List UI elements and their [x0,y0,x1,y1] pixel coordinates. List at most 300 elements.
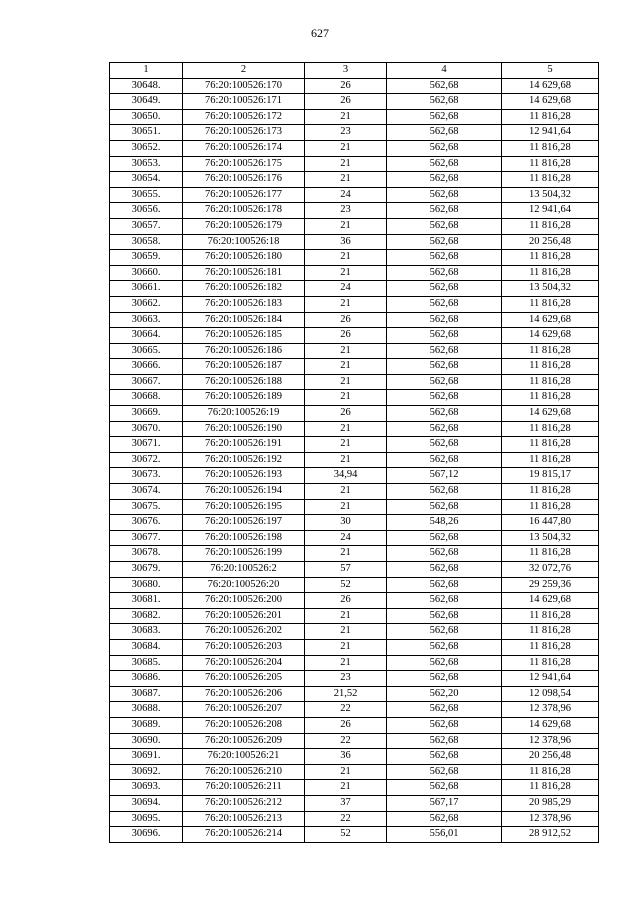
specific-value-cell: 562,68 [387,172,502,188]
cadastral-value-cell: 12 098,54 [502,686,599,702]
cadastral-number-cell: 76:20:100526:212 [183,795,305,811]
specific-value-cell: 562,20 [387,686,502,702]
row-index-cell: 30677. [110,530,183,546]
cadastral-value-cell: 11 816,28 [502,655,599,671]
area-cell: 21 [305,343,387,359]
row-index-cell: 30659. [110,250,183,266]
cadastral-number-cell: 76:20:100526:207 [183,702,305,718]
specific-value-cell: 562,68 [387,296,502,312]
area-cell: 21 [305,140,387,156]
cadastral-value-cell: 12 941,64 [502,125,599,141]
row-index-cell: 30687. [110,686,183,702]
cadastral-number-cell: 76:20:100526:200 [183,593,305,609]
area-cell: 21 [305,639,387,655]
area-cell: 52 [305,827,387,843]
area-cell: 21 [305,156,387,172]
table-row [110,406,599,422]
table-row [110,437,599,453]
row-index-cell: 30653. [110,156,183,172]
table-row [110,281,599,297]
area-cell: 24 [305,530,387,546]
area-cell: 30 [305,515,387,531]
specific-value-cell: 562,68 [387,406,502,422]
specific-value-cell: 562,68 [387,109,502,125]
area-cell: 22 [305,811,387,827]
table-row [110,312,599,328]
area-cell: 22 [305,733,387,749]
area-cell: 21,52 [305,686,387,702]
cadastral-value-cell: 19 815,17 [502,468,599,484]
cadastral-value-cell: 12 941,64 [502,671,599,687]
cadastral-value-cell: 11 816,28 [502,359,599,375]
header-row [110,63,599,79]
row-index-cell: 30690. [110,733,183,749]
specific-value-cell: 562,68 [387,593,502,609]
area-cell: 21 [305,390,387,406]
table-row [110,421,599,437]
row-index-cell: 30650. [110,109,183,125]
specific-value-cell: 562,68 [387,452,502,468]
cadastral-value-cell: 11 816,28 [502,343,599,359]
cadastral-number-cell: 76:20:100526:211 [183,780,305,796]
cadastral-value-cell: 20 256,48 [502,234,599,250]
area-cell: 21 [305,452,387,468]
table-row [110,359,599,375]
cadastral-number-cell: 76:20:100526:199 [183,546,305,562]
cadastral-number-cell: 76:20:100526:209 [183,733,305,749]
area-cell: 37 [305,795,387,811]
table-row [110,265,599,281]
row-index-cell: 30666. [110,359,183,375]
area-cell: 24 [305,187,387,203]
specific-value-cell: 562,68 [387,749,502,765]
row-index-cell: 30685. [110,655,183,671]
column-number-header-5: 5 [502,63,599,79]
table-row [110,125,599,141]
column-number-header-4: 4 [387,63,502,79]
cadastral-number-cell: 76:20:100526:190 [183,421,305,437]
area-cell: 21 [305,218,387,234]
cadastral-number-cell: 76:20:100526:20 [183,577,305,593]
area-cell: 26 [305,328,387,344]
cadastral-number-cell: 76:20:100526:176 [183,172,305,188]
table-row [110,702,599,718]
cadastral-number-cell: 76:20:100526:175 [183,156,305,172]
row-index-cell: 30684. [110,639,183,655]
cadastral-value-cell: 11 816,28 [502,437,599,453]
cadastral-value-cell: 11 816,28 [502,624,599,640]
table-row [110,250,599,266]
cadastral-value-cell: 28 912,52 [502,827,599,843]
table-row [110,515,599,531]
row-index-cell: 30694. [110,795,183,811]
table-row [110,390,599,406]
table-row [110,328,599,344]
table-row [110,452,599,468]
area-cell: 21 [305,546,387,562]
table-row [110,811,599,827]
row-index-cell: 30648. [110,78,183,94]
cadastral-value-cell: 12 378,96 [502,733,599,749]
cadastral-number-cell: 76:20:100526:179 [183,218,305,234]
table-row [110,296,599,312]
table-row [110,577,599,593]
specific-value-cell: 562,68 [387,359,502,375]
cadastral-number-cell: 76:20:100526:191 [183,437,305,453]
cadastral-value-cell: 14 629,68 [502,593,599,609]
specific-value-cell: 562,68 [387,562,502,578]
cadastral-number-cell: 76:20:100526:198 [183,530,305,546]
row-index-cell: 30692. [110,764,183,780]
specific-value-cell: 562,68 [387,577,502,593]
area-cell: 21 [305,437,387,453]
row-index-cell: 30676. [110,515,183,531]
specific-value-cell: 562,68 [387,421,502,437]
row-index-cell: 30663. [110,312,183,328]
row-index-cell: 30673. [110,468,183,484]
row-index-cell: 30652. [110,140,183,156]
cadastral-number-cell: 76:20:100526:194 [183,484,305,500]
row-index-cell: 30658. [110,234,183,250]
area-cell: 26 [305,717,387,733]
area-cell: 21 [305,109,387,125]
specific-value-cell: 562,68 [387,78,502,94]
table-row [110,686,599,702]
row-index-cell: 30696. [110,827,183,843]
cadastral-value-cell: 13 504,32 [502,530,599,546]
specific-value-cell: 562,68 [387,546,502,562]
specific-value-cell: 562,68 [387,484,502,500]
table-row [110,343,599,359]
table-body [110,78,599,842]
table-row [110,109,599,125]
cadastral-value-cell: 11 816,28 [502,608,599,624]
cadastral-number-cell: 76:20:100526:206 [183,686,305,702]
cadastral-number-cell: 76:20:100526:210 [183,764,305,780]
column-number-header-3: 3 [305,63,387,79]
table-row [110,717,599,733]
row-index-cell: 30667. [110,374,183,390]
row-index-cell: 30664. [110,328,183,344]
cadastral-number-cell: 76:20:100526:174 [183,140,305,156]
cadastral-number-cell: 76:20:100526:195 [183,499,305,515]
row-index-cell: 30693. [110,780,183,796]
specific-value-cell: 562,68 [387,639,502,655]
cadastral-value-cell: 11 816,28 [502,546,599,562]
cadastral-number-cell: 76:20:100526:204 [183,655,305,671]
cadastral-number-cell: 76:20:100526:208 [183,717,305,733]
specific-value-cell: 562,68 [387,234,502,250]
specific-value-cell: 562,68 [387,780,502,796]
area-cell: 26 [305,78,387,94]
row-index-cell: 30683. [110,624,183,640]
row-index-cell: 30655. [110,187,183,203]
column-number-header-2: 2 [183,63,305,79]
cadastral-number-cell: 76:20:100526:21 [183,749,305,765]
specific-value-cell: 562,68 [387,156,502,172]
cadastral-number-cell: 76:20:100526:183 [183,296,305,312]
row-index-cell: 30651. [110,125,183,141]
cadastral-value-cell: 13 504,32 [502,187,599,203]
row-index-cell: 30665. [110,343,183,359]
cadastral-number-cell: 76:20:100526:187 [183,359,305,375]
specific-value-cell: 562,68 [387,702,502,718]
specific-value-cell: 567,17 [387,795,502,811]
row-index-cell: 30681. [110,593,183,609]
area-cell: 21 [305,764,387,780]
row-index-cell: 30688. [110,702,183,718]
cadastral-number-cell: 76:20:100526:197 [183,515,305,531]
cadastral-value-cell: 11 816,28 [502,452,599,468]
row-index-cell: 30686. [110,671,183,687]
area-cell: 23 [305,125,387,141]
area-cell: 21 [305,484,387,500]
cadastral-number-cell: 76:20:100526:18 [183,234,305,250]
cadastral-number-cell: 76:20:100526:188 [183,374,305,390]
area-cell: 22 [305,702,387,718]
cadastral-value-cell: 29 259,36 [502,577,599,593]
cadastral-value-cell: 11 816,28 [502,374,599,390]
cadastral-number-cell: 76:20:100526:171 [183,94,305,110]
cadastral-value-cell: 12 378,96 [502,702,599,718]
specific-value-cell: 562,68 [387,717,502,733]
table-row [110,234,599,250]
specific-value-cell: 562,68 [387,312,502,328]
specific-value-cell: 562,68 [387,499,502,515]
area-cell: 26 [305,94,387,110]
area-cell: 23 [305,203,387,219]
area-cell: 21 [305,172,387,188]
specific-value-cell: 562,68 [387,94,502,110]
table-row [110,156,599,172]
area-cell: 36 [305,234,387,250]
cadastral-value-cell: 11 816,28 [502,218,599,234]
cadastral-value-cell: 13 504,32 [502,281,599,297]
row-index-cell: 30668. [110,390,183,406]
row-index-cell: 30680. [110,577,183,593]
cadastral-value-cell: 11 816,28 [502,639,599,655]
cadastral-number-cell: 76:20:100526:172 [183,109,305,125]
cadastral-number-cell: 76:20:100526:201 [183,608,305,624]
cadastral-value-table [109,62,599,843]
cadastral-value-cell: 12 941,64 [502,203,599,219]
cadastral-value-cell: 11 816,28 [502,421,599,437]
specific-value-cell: 562,68 [387,764,502,780]
area-cell: 34,94 [305,468,387,484]
area-cell: 52 [305,577,387,593]
cadastral-number-cell: 76:20:100526:184 [183,312,305,328]
cadastral-value-cell: 20 256,48 [502,749,599,765]
area-cell: 21 [305,359,387,375]
table-row [110,484,599,500]
table-row [110,827,599,843]
cadastral-value-cell: 11 816,28 [502,250,599,266]
row-index-cell: 30675. [110,499,183,515]
row-index-cell: 30670. [110,421,183,437]
table-row [110,749,599,765]
cadastral-value-cell: 14 629,68 [502,328,599,344]
table-row [110,530,599,546]
table-row [110,187,599,203]
cadastral-value-cell: 16 447,80 [502,515,599,531]
cadastral-number-cell: 76:20:100526:19 [183,406,305,422]
area-cell: 21 [305,265,387,281]
table-row [110,764,599,780]
cadastral-value-cell: 11 816,28 [502,390,599,406]
cadastral-number-cell: 76:20:100526:178 [183,203,305,219]
cadastral-number-cell: 76:20:100526:214 [183,827,305,843]
specific-value-cell: 562,68 [387,250,502,266]
area-cell: 21 [305,250,387,266]
specific-value-cell: 562,68 [387,187,502,203]
row-index-cell: 30682. [110,608,183,624]
row-index-cell: 30660. [110,265,183,281]
cadastral-value-cell: 20 985,29 [502,795,599,811]
cadastral-value-cell: 11 816,28 [502,172,599,188]
cadastral-value-cell: 11 816,28 [502,109,599,125]
row-index-cell: 30674. [110,484,183,500]
cadastral-number-cell: 76:20:100526:213 [183,811,305,827]
cadastral-value-cell: 11 816,28 [502,780,599,796]
area-cell: 21 [305,374,387,390]
specific-value-cell: 562,68 [387,328,502,344]
cadastral-number-cell: 76:20:100526:180 [183,250,305,266]
row-index-cell: 30671. [110,437,183,453]
specific-value-cell: 562,68 [387,530,502,546]
cadastral-number-cell: 76:20:100526:193 [183,468,305,484]
cadastral-value-cell: 12 378,96 [502,811,599,827]
table-row [110,608,599,624]
cadastral-number-cell: 76:20:100526:189 [183,390,305,406]
cadastral-number-cell: 76:20:100526:192 [183,452,305,468]
table-row [110,546,599,562]
specific-value-cell: 562,68 [387,390,502,406]
cadastral-number-cell: 76:20:100526:177 [183,187,305,203]
area-cell: 24 [305,281,387,297]
cadastral-value-cell: 14 629,68 [502,312,599,328]
cadastral-value-cell: 11 816,28 [502,764,599,780]
area-cell: 36 [305,749,387,765]
cadastral-number-cell: 76:20:100526:181 [183,265,305,281]
area-cell: 26 [305,406,387,422]
specific-value-cell: 562,68 [387,125,502,141]
row-index-cell: 30679. [110,562,183,578]
table-row [110,140,599,156]
specific-value-cell: 562,68 [387,343,502,359]
specific-value-cell: 562,68 [387,203,502,219]
row-index-cell: 30695. [110,811,183,827]
area-cell: 21 [305,608,387,624]
specific-value-cell: 562,68 [387,140,502,156]
column-number-header-1: 1 [110,63,183,79]
table-row [110,374,599,390]
table-row [110,655,599,671]
area-cell: 21 [305,296,387,312]
table-row [110,780,599,796]
specific-value-cell: 567,12 [387,468,502,484]
specific-value-cell: 556,01 [387,827,502,843]
area-cell: 21 [305,655,387,671]
specific-value-cell: 562,68 [387,437,502,453]
specific-value-cell: 562,68 [387,733,502,749]
row-index-cell: 30661. [110,281,183,297]
cadastral-number-cell: 76:20:100526:203 [183,639,305,655]
specific-value-cell: 562,68 [387,624,502,640]
cadastral-number-cell: 76:20:100526:173 [183,125,305,141]
cadastral-value-cell: 14 629,68 [502,78,599,94]
specific-value-cell: 562,68 [387,374,502,390]
row-index-cell: 30654. [110,172,183,188]
table-row [110,562,599,578]
cadastral-number-cell: 76:20:100526:186 [183,343,305,359]
cadastral-number-cell: 76:20:100526:185 [183,328,305,344]
cadastral-value-cell: 14 629,68 [502,406,599,422]
table-row [110,499,599,515]
cadastral-value-cell: 11 816,28 [502,156,599,172]
page-number: 627 [311,26,329,40]
table-row [110,795,599,811]
row-index-cell: 30678. [110,546,183,562]
area-cell: 21 [305,624,387,640]
row-index-cell: 30691. [110,749,183,765]
cadastral-value-cell: 11 816,28 [502,265,599,281]
row-index-cell: 30672. [110,452,183,468]
cadastral-value-cell: 14 629,68 [502,94,599,110]
area-cell: 21 [305,421,387,437]
specific-value-cell: 562,68 [387,608,502,624]
cadastral-number-cell: 76:20:100526:182 [183,281,305,297]
cadastral-value-cell: 32 072,76 [502,562,599,578]
area-cell: 26 [305,593,387,609]
specific-value-cell: 562,68 [387,281,502,297]
table-row [110,94,599,110]
row-index-cell: 30689. [110,717,183,733]
table-row [110,733,599,749]
row-index-cell: 30656. [110,203,183,219]
row-index-cell: 30662. [110,296,183,312]
cadastral-value-cell: 11 816,28 [502,484,599,500]
table-row [110,172,599,188]
table-row [110,639,599,655]
cadastral-value-cell: 11 816,28 [502,499,599,515]
cadastral-value-cell: 14 629,68 [502,717,599,733]
area-cell: 23 [305,671,387,687]
cadastral-value-cell: 11 816,28 [502,296,599,312]
table-row [110,671,599,687]
row-index-cell: 30649. [110,94,183,110]
specific-value-cell: 562,68 [387,811,502,827]
specific-value-cell: 562,68 [387,265,502,281]
area-cell: 57 [305,562,387,578]
area-cell: 21 [305,780,387,796]
table-row [110,468,599,484]
specific-value-cell: 548,26 [387,515,502,531]
area-cell: 26 [305,312,387,328]
specific-value-cell: 562,68 [387,655,502,671]
row-index-cell: 30657. [110,218,183,234]
cadastral-number-cell: 76:20:100526:202 [183,624,305,640]
row-index-cell: 30669. [110,406,183,422]
table-row [110,593,599,609]
specific-value-cell: 562,68 [387,218,502,234]
cadastral-number-cell: 76:20:100526:205 [183,671,305,687]
cadastral-number-cell: 76:20:100526:2 [183,562,305,578]
area-cell: 21 [305,499,387,515]
table-row [110,203,599,219]
table-row [110,624,599,640]
cadastral-number-cell: 76:20:100526:170 [183,78,305,94]
cadastral-value-cell: 11 816,28 [502,140,599,156]
